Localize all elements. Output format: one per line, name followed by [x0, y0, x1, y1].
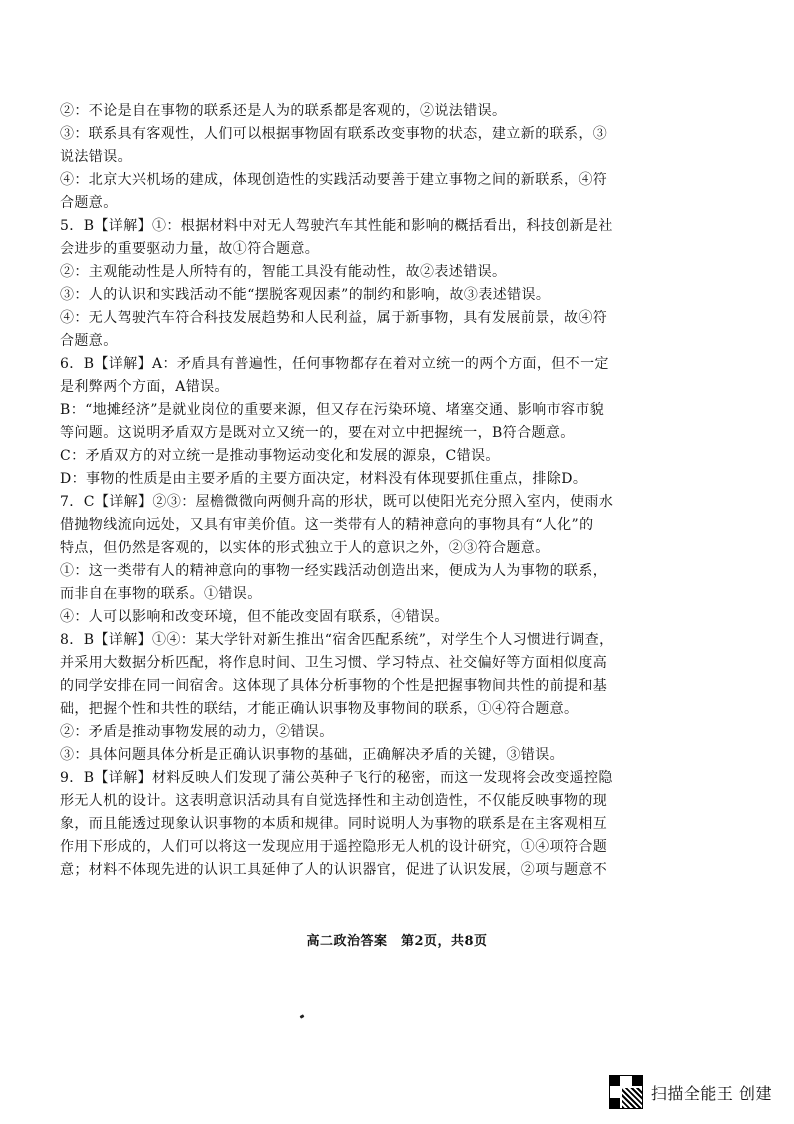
- text-line: 借抛物线流向远处，又具有审美价值。这一类带有人的精神意向的事物具有“人化”的: [60, 517, 594, 533]
- text-line: 合题意。: [60, 333, 118, 349]
- text-line: 特点，但仍然是客观的，以实体的形式独立于人的意识之外，②③符合题意。: [60, 540, 550, 556]
- text-line: 会进步的重要驱动力量，故①符合题意。: [60, 241, 320, 257]
- text-line: 形无人机的设计。这表明意识活动具有自觉选择性和主动创造性，不仅能反映事物的现: [60, 793, 608, 809]
- text-line: ③：具体问题具体分析是正确认识事物的基础，正确解决矛盾的关键，③错误。: [60, 747, 564, 763]
- text-line: 作用下形成的，人们可以将这一发现应用于遥控隐形无人机的设计研究，①④项符合题: [60, 839, 608, 855]
- text-line: 7．C【详解】②③：屋檐微微向两侧升高的形状，既可以使阳光充分照入室内，使雨水: [60, 494, 614, 510]
- text-line: 8．B【详解】①④：某大学针对新生推出“宿舍匹配系统”，对学生个人习惯进行调查，: [60, 632, 614, 648]
- text-line: ②：不论是自在事物的联系还是人为的联系都是客观的，②说法错误。: [60, 103, 507, 119]
- text-line: C：矛盾双方的对立统一是推动事物运动变化和发展的源泉，C错误。: [60, 448, 500, 464]
- text-line: D：事物的性质是由主要矛盾的主要方面决定，材料没有体现要抓住重点，排除D。: [60, 471, 588, 487]
- text-line: 象，而且能透过现象认识事物的本质和规律。同时说明人为事物的联系是在主客观相互: [60, 816, 608, 832]
- text-line: 意；材料不体现先进的认识工具延伸了人的认识器官，促进了认识发展，②项与题意不: [60, 862, 608, 878]
- text-line: ④：北京大兴机场的建成，体现创造性的实践活动要善于建立事物之间的新联系，④符: [60, 172, 608, 188]
- text-line: ③：联系具有客观性，人们可以根据事物固有联系改变事物的状态，建立新的联系，③: [60, 126, 608, 142]
- text-line: 合题意。: [60, 195, 118, 211]
- text-line: ①：这一类带有人的精神意向的事物一经实践活动创造出来，便成为人为事物的联系，: [60, 563, 608, 579]
- text-line: 说法错误。: [60, 149, 132, 165]
- text-line: ④：无人驾驶汽车符合科技发展趋势和人民利益，属于新事物，具有发展前景，故④符: [60, 310, 608, 326]
- text-line: 等问题。这说明矛盾双方是既对立又统一的，要在对立中把握统一，B符合题意。: [60, 425, 575, 441]
- text-line: 6．B【详解】A：矛盾具有普遍性，任何事物都存在着对立统一的两个方面，但不一定: [60, 356, 609, 372]
- text-line: ④：人可以影响和改变环境，但不能改变固有联系，④错误。: [60, 609, 449, 625]
- text-line: 9．B【详解】材料反映人们发现了蒲公英种子飞行的秘密，而这一发现将会改变遥控隐: [60, 770, 613, 786]
- text-line: 的同学安排在同一间宿舍。这体现了具体分析事物的个性是把握事物间共性的前提和基: [60, 678, 608, 694]
- text-line: ②：主观能动性是人所特有的，智能工具没有能动性，故②表述错误。: [60, 264, 507, 280]
- text-line: 础，把握个性和共性的联结，才能正确认识事物及事物间的联系，①④符合题意。: [60, 701, 579, 717]
- page-footer: 高二政治答案 第2页，共8页: [306, 934, 488, 949]
- text-line: 5．B【详解】①：根据材料中对无人驾驶汽车其性能和影响的概括看出，科技创新是社: [60, 218, 613, 234]
- scanner-watermark: [609, 1074, 772, 1110]
- scanner-label: 扫描全能王 创建: [650, 1083, 772, 1103]
- qr-code-icon: [609, 1075, 643, 1109]
- answer-text-body: [60, 100, 710, 882]
- scan-speck: [300, 1014, 305, 1019]
- text-line: 是利弊两个方面，A错误。: [60, 379, 229, 395]
- text-line: ③：人的认识和实践活动不能“摆脱客观因素”的制约和影响，故③表述错误。: [60, 287, 551, 303]
- text-line: 并采用大数据分析匹配，将作息时间、卫生习惯、学习特点、社交偏好等方面相似度高: [60, 655, 608, 671]
- text-line: 而非自在事物的联系。①错误。: [60, 586, 262, 602]
- text-line: ②：矛盾是推动事物发展的动力，②错误。: [60, 724, 334, 740]
- text-line: B：“地摊经济”是就业岗位的重要来源，但又存在污染环境、堵塞交通、影响市容市貌: [60, 402, 605, 418]
